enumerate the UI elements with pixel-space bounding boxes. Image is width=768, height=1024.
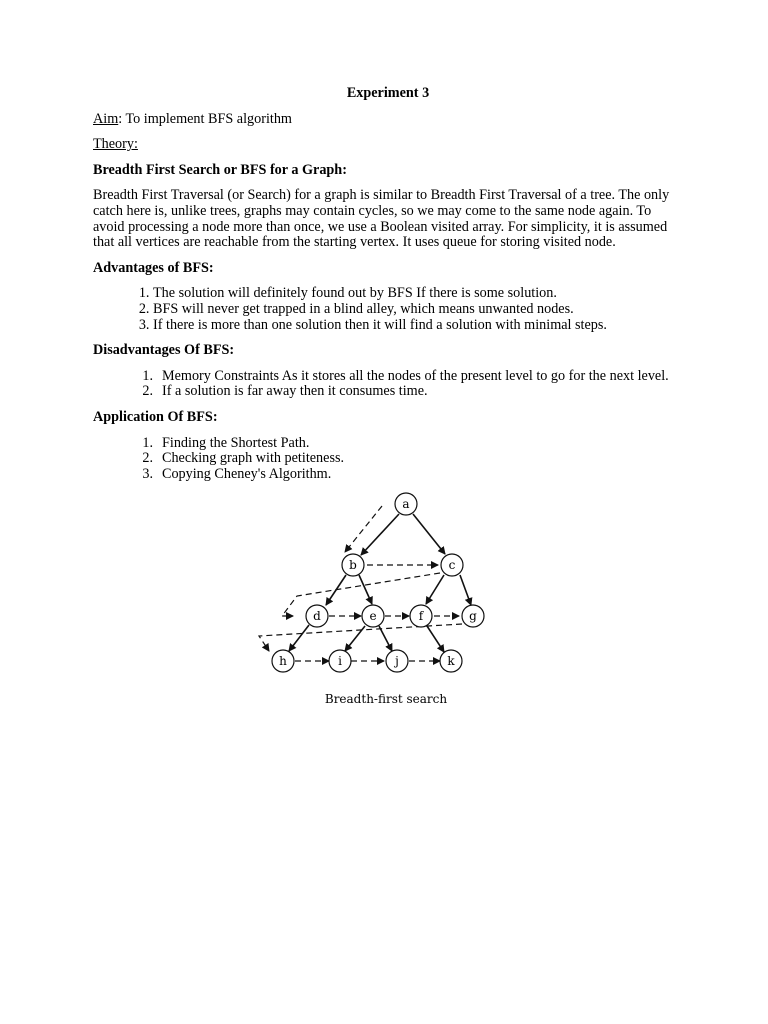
node-a [395, 493, 417, 515]
application-item [93, 451, 683, 467]
node-label: i [338, 654, 342, 668]
node-label: g [469, 609, 477, 623]
aim-text: : To implement BFS algorithm [118, 110, 292, 127]
node-label: e [369, 609, 377, 623]
aim-label: Aim [93, 110, 119, 127]
node-label: c [448, 558, 456, 572]
node-d [306, 605, 328, 627]
disadvantages-heading: Disadvantages Of BFS: [93, 342, 235, 359]
bfs-diagram [255, 488, 495, 713]
edge-e-j [379, 626, 392, 651]
edge-c-g [460, 575, 471, 605]
node-j [386, 650, 408, 672]
node-e [362, 605, 384, 627]
theory-line [93, 137, 683, 153]
advantages-list [93, 286, 683, 333]
node-g [462, 605, 484, 627]
applications-heading: Application Of BFS: [93, 408, 218, 425]
advantages-heading: Advantages of BFS: [93, 259, 214, 276]
section-heading: Breadth First Search or BFS for a Graph: [93, 161, 347, 178]
traversal-g-h [259, 624, 462, 651]
item-number: 2. [142, 383, 153, 400]
item-text: Finding the Shortest Path. [162, 434, 310, 451]
disadvantage-item [93, 369, 683, 385]
edge-c-f [426, 575, 444, 604]
edge-a-c [413, 514, 445, 554]
node-f [410, 605, 432, 627]
traversal-edges [259, 506, 462, 661]
node-label: j [395, 654, 399, 668]
bfs-figure [255, 488, 495, 713]
document-title: Experiment 3 [346, 85, 430, 101]
node-i [329, 650, 351, 672]
figure-caption: Breadth-first search [324, 692, 448, 706]
item-text: Copying Cheney's Algorithm. [162, 465, 332, 482]
node-h [272, 650, 294, 672]
traversal-start-b [345, 506, 382, 552]
node-label: h [279, 654, 287, 668]
theory-paragraph: Breadth First Traversal (or Search) for a graph is similar to Breadth First Traversal of a tree. The only catch here is, unlike trees, graphs may contain cycles, so we may come to the same node again. To avoid processing a node more than once, we use a Boolean visited array. For simplicity, it is assumed that all vertices are reachable from the starting vertex. It uses queue for storing visited node. [93, 187, 670, 251]
node-label: f [418, 609, 424, 623]
edge-b-e [359, 575, 372, 604]
application-item [93, 467, 683, 483]
node-b [342, 554, 364, 576]
item-text: Memory Constraints As it stores all the nodes of the present level to go for the next level. [162, 367, 669, 384]
edge-d-h [289, 625, 309, 651]
edge-f-k [427, 626, 444, 652]
item-number: 3. [142, 465, 153, 482]
node-label: d [313, 609, 321, 623]
node-k [440, 650, 462, 672]
node-label: k [447, 654, 455, 668]
node-label: b [349, 558, 357, 572]
disadvantages-list [93, 369, 683, 400]
advantage-item: 2. BFS will never get trapped in a blind alley, which means unwanted nodes. [153, 302, 683, 318]
theory-label: Theory: [93, 136, 138, 153]
document-page [93, 86, 683, 492]
item-number: 2. [142, 450, 153, 467]
item-number: 1. [142, 434, 153, 451]
item-number: 1. [142, 367, 153, 384]
aim-line [93, 112, 683, 128]
node-c [441, 554, 463, 576]
item-text: If a solution is far away then it consumes time. [162, 383, 428, 400]
item-text: Checking graph with petiteness. [162, 450, 345, 467]
node-label: a [402, 497, 410, 511]
edge-a-b [361, 514, 399, 555]
disadvantage-item [93, 384, 683, 400]
application-item [93, 436, 683, 452]
advantage-item: 3. If there is more than one solution then it will find a solution with minimal steps. [153, 318, 683, 334]
advantage-item: 1. The solution will definitely found out by BFS If there is some solution. [153, 286, 683, 302]
applications-list [93, 436, 683, 483]
